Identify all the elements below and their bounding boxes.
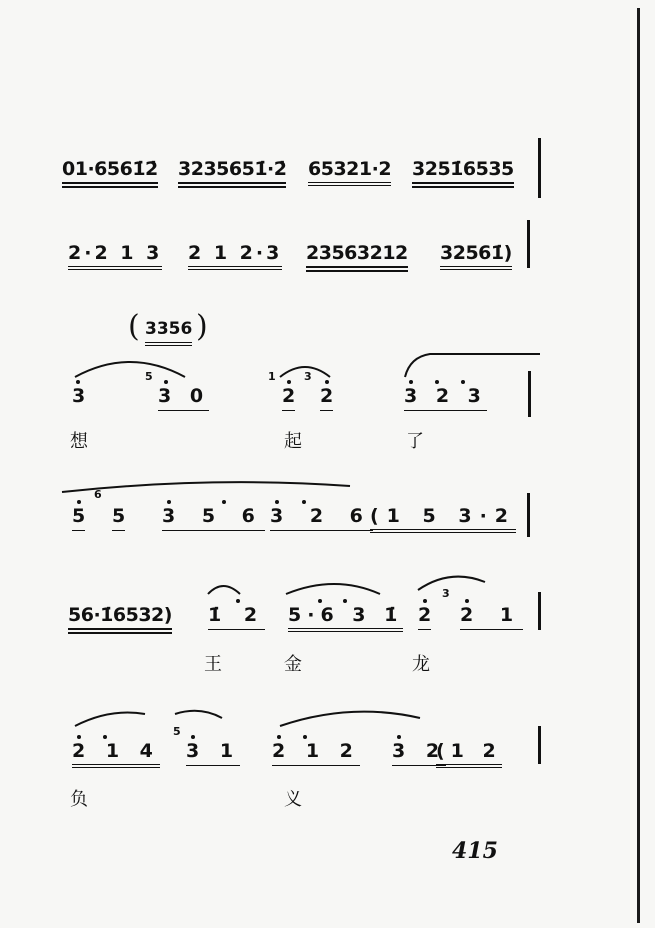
note-group: 3235651̇·2̇ (178, 158, 286, 188)
octave-dot (465, 599, 469, 603)
barline (527, 220, 530, 268)
note: 5 (72, 505, 85, 531)
note-group: 2·2 1 3 (68, 242, 162, 270)
octave-dot (222, 500, 226, 504)
note-group: 2 1 4 (72, 740, 160, 768)
lyric: 起 (284, 431, 302, 452)
octave-dot (409, 380, 413, 384)
octave-dot (236, 599, 240, 603)
note-group: 3 2 3 (404, 385, 487, 411)
octave-dot (76, 380, 80, 384)
note-group: 23563212 (306, 242, 408, 272)
note: 2 (320, 385, 333, 411)
slur-arcs (200, 574, 500, 598)
octave-dot (191, 735, 195, 739)
octave-dot (167, 500, 171, 504)
lyric: 义 (284, 789, 302, 810)
note-group: 5·6 3 1̇ (288, 604, 403, 632)
note-group: 2 1 (460, 604, 523, 630)
note-group: 3 1 (186, 740, 240, 766)
barline (528, 371, 531, 417)
note-group: 01·6561̇2̇ (62, 158, 158, 188)
note-group: 1̇ 2 (208, 604, 265, 630)
octave-dot (318, 599, 322, 603)
octave-dot (397, 735, 401, 739)
slur-arcs (70, 708, 430, 732)
barline (538, 592, 541, 630)
note-group: (1 2 (436, 740, 502, 768)
octave-dot (277, 735, 281, 739)
note: 2 (418, 604, 431, 630)
open-paren: ( (128, 309, 140, 344)
slur-arc (60, 480, 360, 500)
grace-note: 6 (94, 488, 102, 501)
close-paren: ) (196, 309, 208, 344)
grace-note: 3 (304, 370, 312, 383)
note: 3 (72, 385, 86, 407)
note: 2 (282, 385, 295, 411)
grace-note: 5 (173, 725, 181, 738)
note-group: 2 1 2·3 (188, 242, 282, 270)
note-group: 56·1̇6532) (68, 604, 172, 634)
note-group: 3 2 (392, 740, 446, 766)
note-group: 32561̇) (440, 242, 512, 270)
barline (527, 493, 530, 537)
note-group: 2 1 2 (272, 740, 360, 766)
barline (538, 726, 541, 764)
octave-dot (77, 735, 81, 739)
note-group: 3 2 6 (270, 505, 373, 531)
grace-note: 3 (442, 587, 450, 600)
bracket-notes: 3356 (145, 318, 192, 346)
note-group: 3 5 6 (162, 505, 265, 531)
grace-note: 1 (268, 370, 276, 383)
lyric: 了 (406, 431, 424, 452)
octave-dot (302, 500, 306, 504)
note-group: (1 5 3·2 (370, 505, 516, 533)
note-group: 65321·2 (308, 158, 391, 186)
octave-dot (275, 500, 279, 504)
note: 5 (112, 505, 125, 531)
note-group: 3251̇6535 (412, 158, 514, 188)
octave-dot (423, 599, 427, 603)
lyric: 王 (204, 654, 222, 675)
octave-dot (343, 599, 347, 603)
page-edge-line (637, 8, 640, 923)
octave-dot (77, 500, 81, 504)
lyric: 想 (70, 431, 88, 452)
octave-dot (461, 380, 465, 384)
lyric: 龙 (412, 654, 430, 675)
octave-dot (325, 380, 329, 384)
note-group: 3 0 (158, 385, 209, 411)
page-number: 415 (452, 838, 498, 864)
octave-dot (164, 380, 168, 384)
grace-note: 5 (145, 370, 153, 383)
octave-dot (303, 735, 307, 739)
octave-dot (435, 380, 439, 384)
barline (538, 138, 541, 198)
octave-dot (103, 735, 107, 739)
octave-dot (287, 380, 291, 384)
lyric: 金 (284, 654, 302, 675)
lyric: 负 (70, 789, 88, 810)
